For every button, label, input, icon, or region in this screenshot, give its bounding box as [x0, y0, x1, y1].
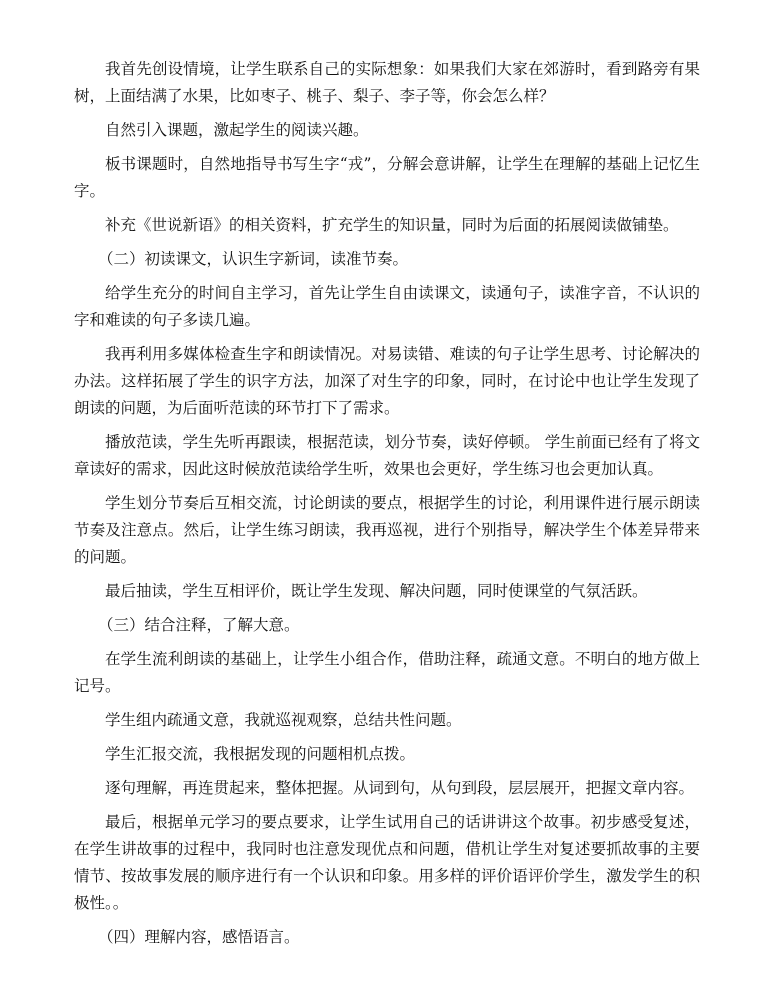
paragraph: 在学生流利朗读的基础上，让学生小组合作，借助注释，疏通文意。不明白的地方做上记号。: [74, 650, 700, 695]
paragraph: 自然引入课题，激起学生的阅读兴趣。: [105, 121, 369, 139]
paragraph: 最后，根据单元学习的要点要求，让学生试用自己的话讲讲这个故事。初步感受复述，在学生讲故事的过程中，我同时也注意发现优点和问题，借机让学生对复述要抓故事的主要情节、按故事发展的顺序进行有一个认识和印象。用多样的评价语评价学生，激发学生的积极性。。: [74, 813, 700, 912]
paragraph: 播放范读，学生先听再跟读，根据范读，划分节奏，读好停顿。 学生前面已经有了将文章读好的需求，因此这时候放范读给学生听，效果也会更好，学生练习也会更加认真。: [74, 433, 700, 478]
section-heading: （三）结合注释，了解大意。: [98, 616, 300, 634]
paragraph: 逐句理解，再连贯起来，整体把握。从词到句，从句到段，层层展开，把握文章内容。: [105, 779, 695, 797]
paragraph: 给学生充分的时间自主学习，首先让学生自由读课文，读通句子，读准字音，不认识的字和难读的句子多读几遍。: [74, 284, 700, 329]
document-body: [74, 56, 700, 958]
section-heading: （四）理解内容，感悟语言。: [98, 928, 300, 946]
paragraph: 学生汇报交流，我根据发现的问题相机点拨。: [105, 745, 416, 763]
paragraph: 板书课题时，自然地指导书写生字“戎”，分解会意讲解，让学生在理解的基础上记忆生字。: [74, 155, 700, 200]
paragraph: 学生划分节奏后互相交流，讨论朗读的要点，根据学生的讨论，利用课件进行展示朗读节奏及注意点。然后，让学生练习朗读，我再巡视，进行个别指导，解决学生个体差异带来的问题。: [74, 494, 700, 566]
paragraph: 最后抽读，学生互相评价，既让学生发现、解决问题，同时使课堂的气氛活跃。: [105, 582, 648, 600]
paragraph: 我再利用多媒体检查生字和朗读情况。对易读错、难读的句子让学生思考、讨论解决的办法。这样拓展了学生的识字方法，加深了对生字的印象，同时，在讨论中也让学生发现了朗读的问题，为后面听范读的环节打下了需求。: [74, 345, 700, 417]
paragraph: 学生组内疏通文意，我就巡视观察，总结共性问题。: [105, 711, 462, 729]
section-heading: （二）初读课文，认识生字新词，读准节奏。: [98, 250, 409, 268]
paragraph: 我首先创设情境，让学生联系自己的实际想象：如果我们大家在郊游时，看到路旁有果树，上面结满了水果，比如枣子、桃子、梨子、李子等，你会怎么样？: [74, 60, 700, 105]
paragraph: 补充《世说新语》的相关资料，扩充学生的知识量，同时为后面的拓展阅读做铺垫。: [105, 216, 679, 234]
